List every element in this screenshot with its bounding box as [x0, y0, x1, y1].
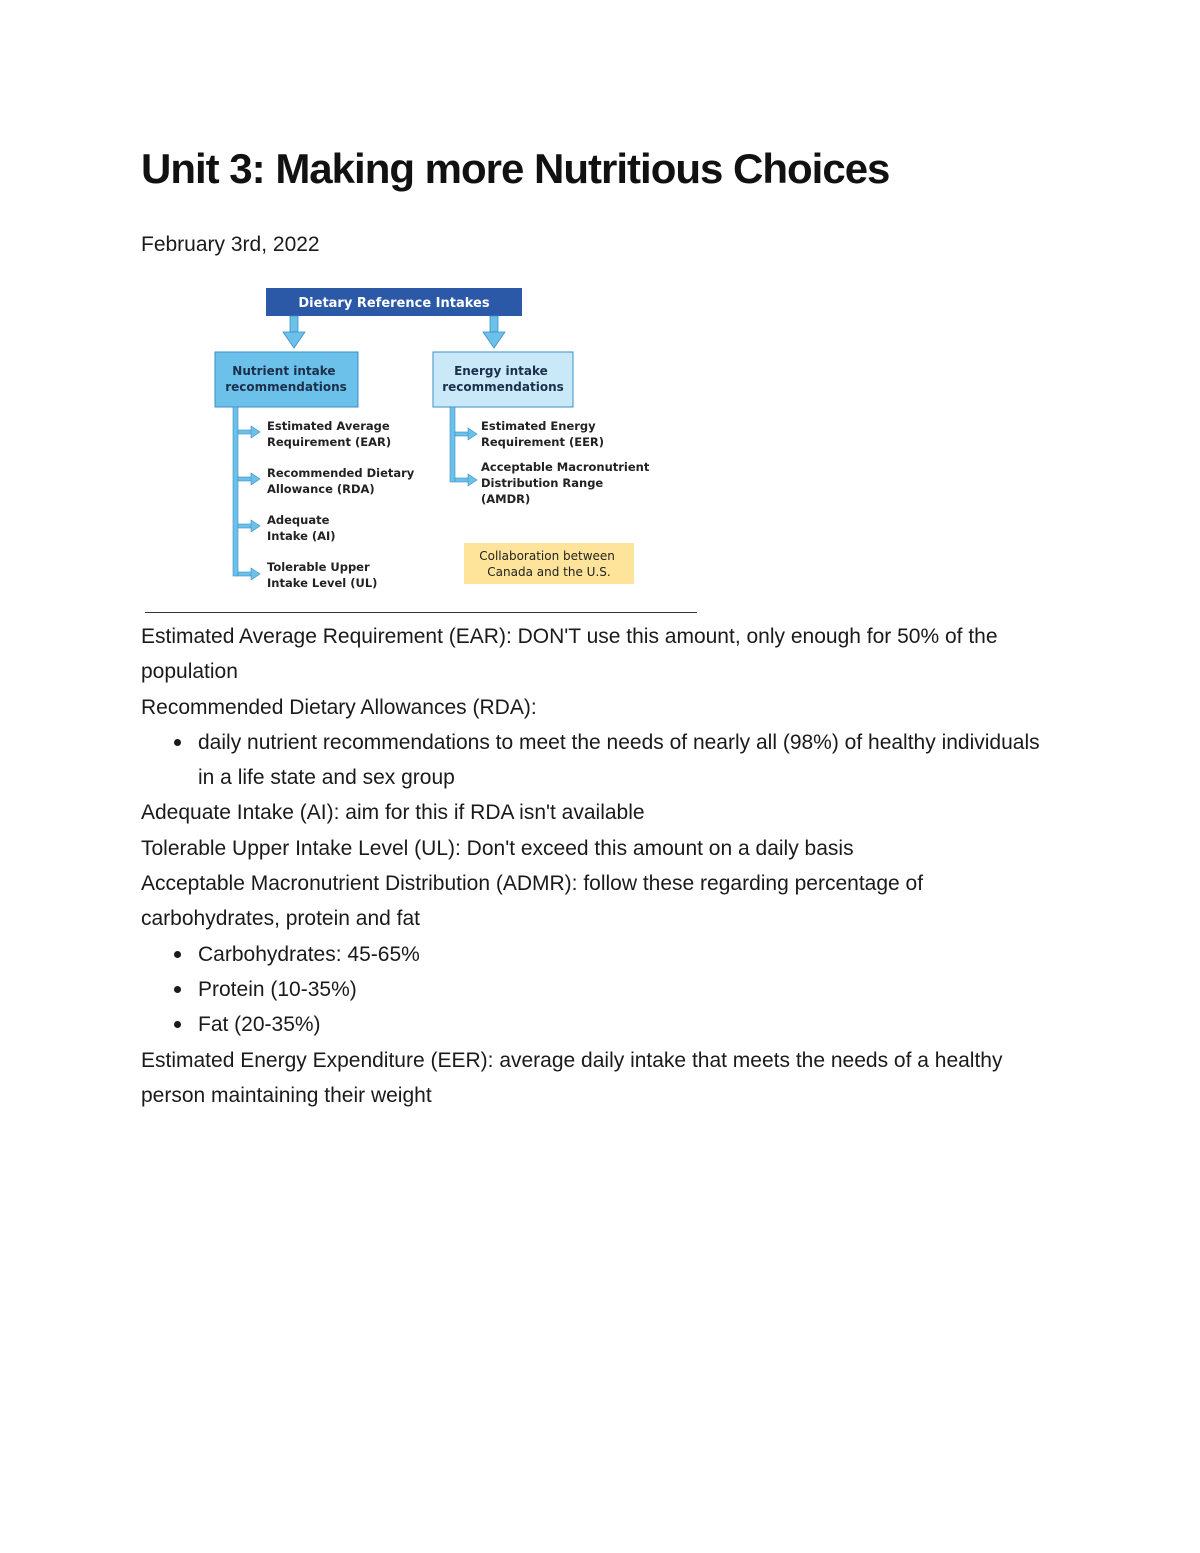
item-ear: Estimated Average Requirement (EAR) [267, 419, 392, 449]
note-ai: Adequate Intake (AI): aim for this if RDA isn't available [141, 801, 645, 825]
page-date: February 3rd, 2022 [141, 233, 320, 256]
list-item: Fat (20-35%) [198, 1007, 1061, 1042]
item-ai: Adequate Intake (AI) [267, 513, 336, 543]
item-ul: Tolerable Upper Intake Level (UL) [267, 560, 378, 590]
note-ul: Tolerable Upper Intake Level (UL): Don't exceed this amount on a daily basis [141, 836, 854, 860]
nutrient-intake-label: Nutrient intake recommendations [225, 364, 347, 394]
note-eer: Estimated Energy Expenditure (EER): average daily intake that meets the needs of a healthy person maintaining their weight [141, 1048, 1003, 1107]
collaboration-note-label: Collaboration between Canada and the U.S. [479, 549, 615, 579]
list-item: Carbohydrates: 45-65% [198, 937, 1061, 972]
amdr-bullet-list [141, 937, 1061, 1043]
page-title: Unit 3: Making more Nutritious Choices [141, 145, 890, 192]
note-rda: Recommended Dietary Allowances (RDA): [141, 695, 537, 719]
item-eer: Estimated Energy Requirement (EER) [481, 419, 605, 449]
list-item: Protein (10-35%) [198, 972, 1061, 1007]
item-rda: Recommended Dietary Allowance (RDA) [267, 466, 415, 496]
dri-diagram [205, 282, 655, 592]
item-amdr: Acceptable Macronutrient Distribution Range (AMDR) [481, 460, 650, 506]
energy-intake-label: Energy intake recommendations [442, 364, 564, 394]
arrow-down-left-icon [283, 316, 305, 348]
branch-arrow-icon [455, 428, 477, 486]
branch-arrow-icon [238, 426, 260, 580]
rda-bullet-list [141, 725, 1061, 796]
notes-body [141, 619, 1061, 1113]
note-amdr: Acceptable Macronutrient Distribution (ADMR): follow these regarding percentage of carbohydrates, protein and fat [141, 872, 924, 931]
diagram-header-label: Dietary Reference Intakes [298, 296, 490, 311]
list-item: daily nutrient recommendations to meet the needs of nearly all (98%) of healthy individuals in a life state and sex group [198, 725, 1061, 796]
note-ear: Estimated Average Requirement (EAR): DON'T use this amount, only enough for 50% of the population [141, 625, 998, 684]
arrow-down-right-icon [483, 316, 505, 348]
horizontal-divider [145, 612, 697, 613]
